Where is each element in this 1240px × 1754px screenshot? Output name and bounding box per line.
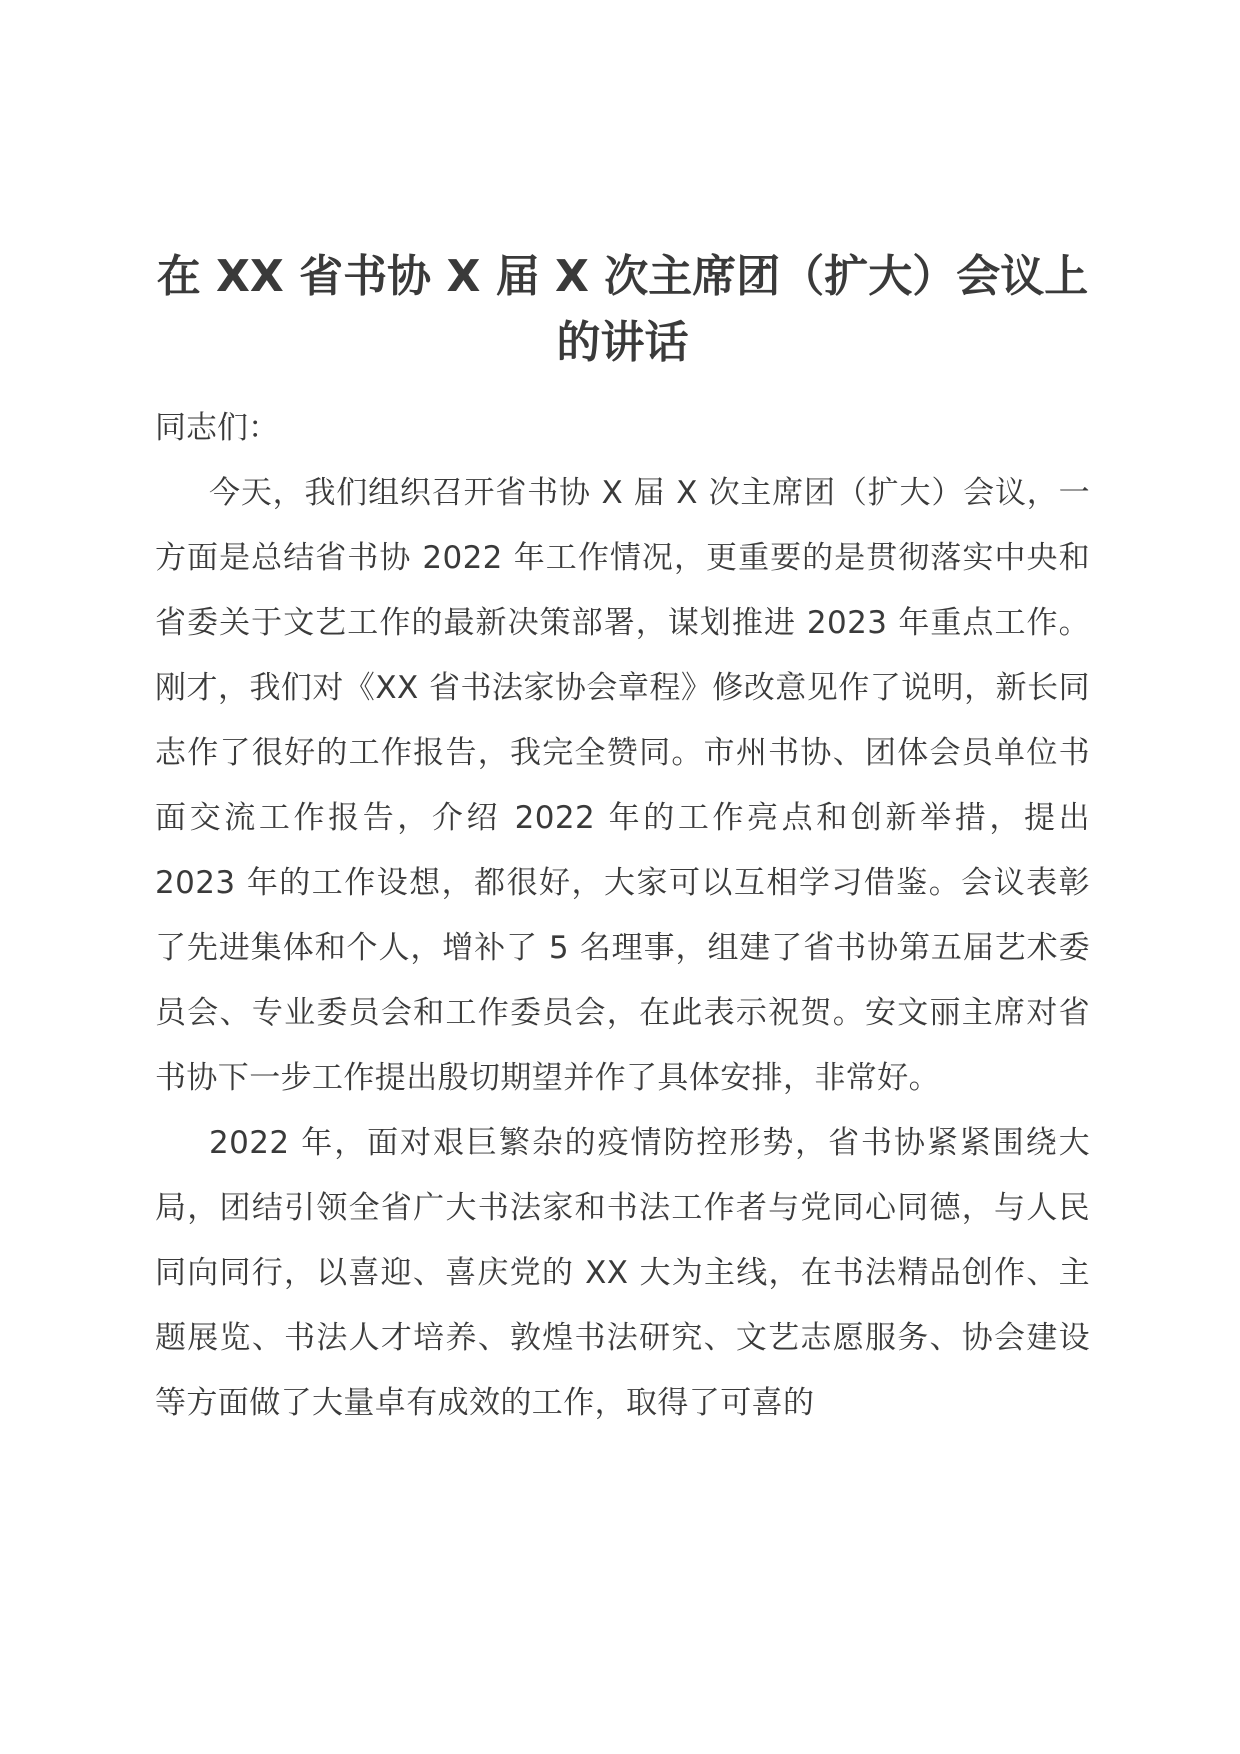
document-page (155, 244, 1090, 1436)
salutation: 同志们： (155, 410, 279, 446)
paragraph-2: 2022 年，面对艰巨繁杂的疫情防控形势，省书协紧紧围绕大局，团结引领全省广大书法家和书法工作者与党同心同德，与人民同向同行，以喜迎、喜庆党的 XX 大为主线，在书法精品创作、主题展览、书法人才培养、敦煌书法研究、文艺志愿服务、协会建设等方面做了大量卓有成效的工作，取得了可喜的 (155, 1125, 1090, 1421)
paragraph-1: 今天，我们组织召开省书协 X 届 X 次主席团（扩大）会议，一方面是总结省书协 2022 年工作情况，更重要的是贯彻落实中央和省委关于文艺工作的最新决策部署，谋划推进 2023 年重点工作。刚才，我们对《XX 省书法家协会章程》修改意见作了说明，新长同志作了很好的工作报告，我完全赞同。市州书协、团体会员单位书面交流工作报告，介绍 2022 年的工作亮点和创新举措，提出 2023 年的工作设想，都很好，大家可以互相学习借鉴。会议表彰了先进集体和个人，增补了 5 名理事，组建了省书协第五届艺术委员会、专业委员会和工作委员会，在此表示祝贺。安文丽主席对省书协下一步工作提出殷切期望并作了具体安排，非常好。 (155, 475, 1090, 1096)
title-line-1: 在 XX 省书协 X 届 X 次主席团（扩大）会议上 (156, 251, 1089, 302)
title-line-2: 的讲话 (556, 317, 689, 368)
document-title (155, 244, 1090, 376)
